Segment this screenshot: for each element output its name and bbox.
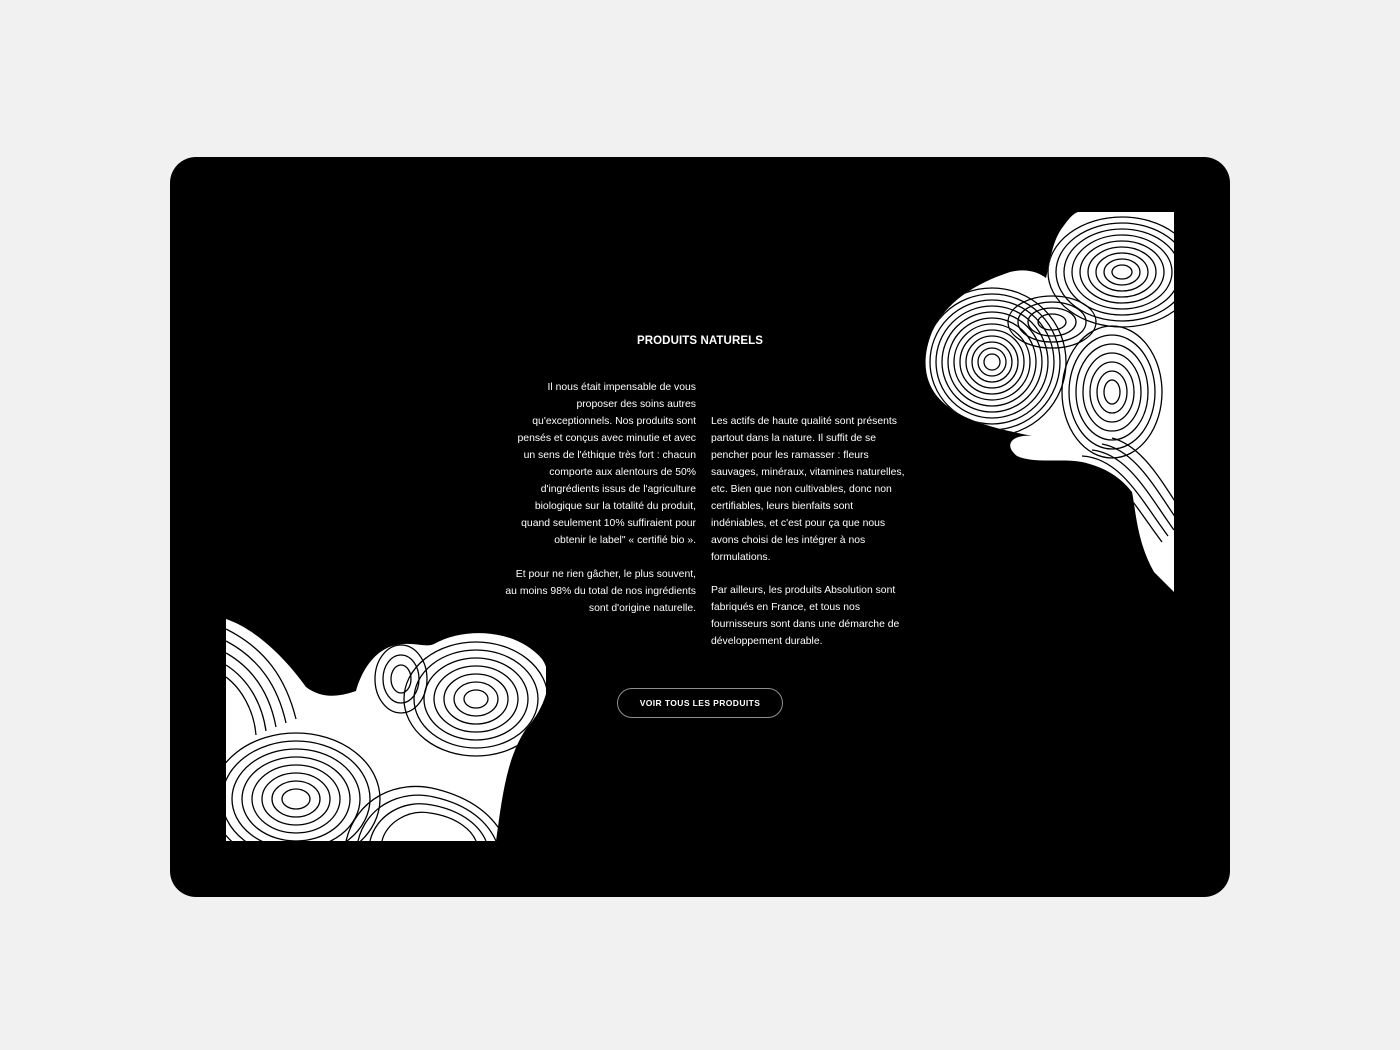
- line-art-illustration-top-right: [922, 212, 1174, 592]
- left-text-column: [490, 379, 696, 617]
- left-paragraph-1: Il nous était impensable de vous proposer des soins autres qu'exceptionnels. Nos produits sont pensés et conçus avec minutie et avec un sens de l'éthique très fort : chacun comporte aux alentours de 50% d'ingrédients issus de l'agriculture biologique sur la totalité du produit, quand seulement 10% suffiraient pour obtenir le label" « certifié bio ».: [517, 382, 696, 546]
- device-screen: [170, 157, 1230, 897]
- right-text-column: [711, 413, 911, 650]
- view-all-products-button[interactable]: VOIR TOUS LES PRODUITS: [617, 688, 783, 718]
- right-paragraph-2: Par ailleurs, les produits Absolution sont fabriqués en France, et tous nos fournisseurs sont dans une démarche de développement durable.: [711, 585, 900, 647]
- section-title: PRODUITS NATURELS: [636, 335, 764, 347]
- left-paragraph-2: Et pour ne rien gâcher, le plus souvent, au moins 98% du total de nos ingrédients sont d'origine naturelle.: [505, 569, 696, 614]
- line-art-illustration-bottom-left: [226, 619, 546, 841]
- right-paragraph-1: Les actifs de haute qualité sont présents partout dans la nature. Il suffit de se pencher pour les ramasser : fleurs sauvages, minéraux, vitamines naturelles, etc. Bien que non cultivables, donc non certifiables, leurs bienfaits sont indéniables, et c'est pour ça que nous avons choisi de les intégrer à nos formulations.: [711, 416, 905, 563]
